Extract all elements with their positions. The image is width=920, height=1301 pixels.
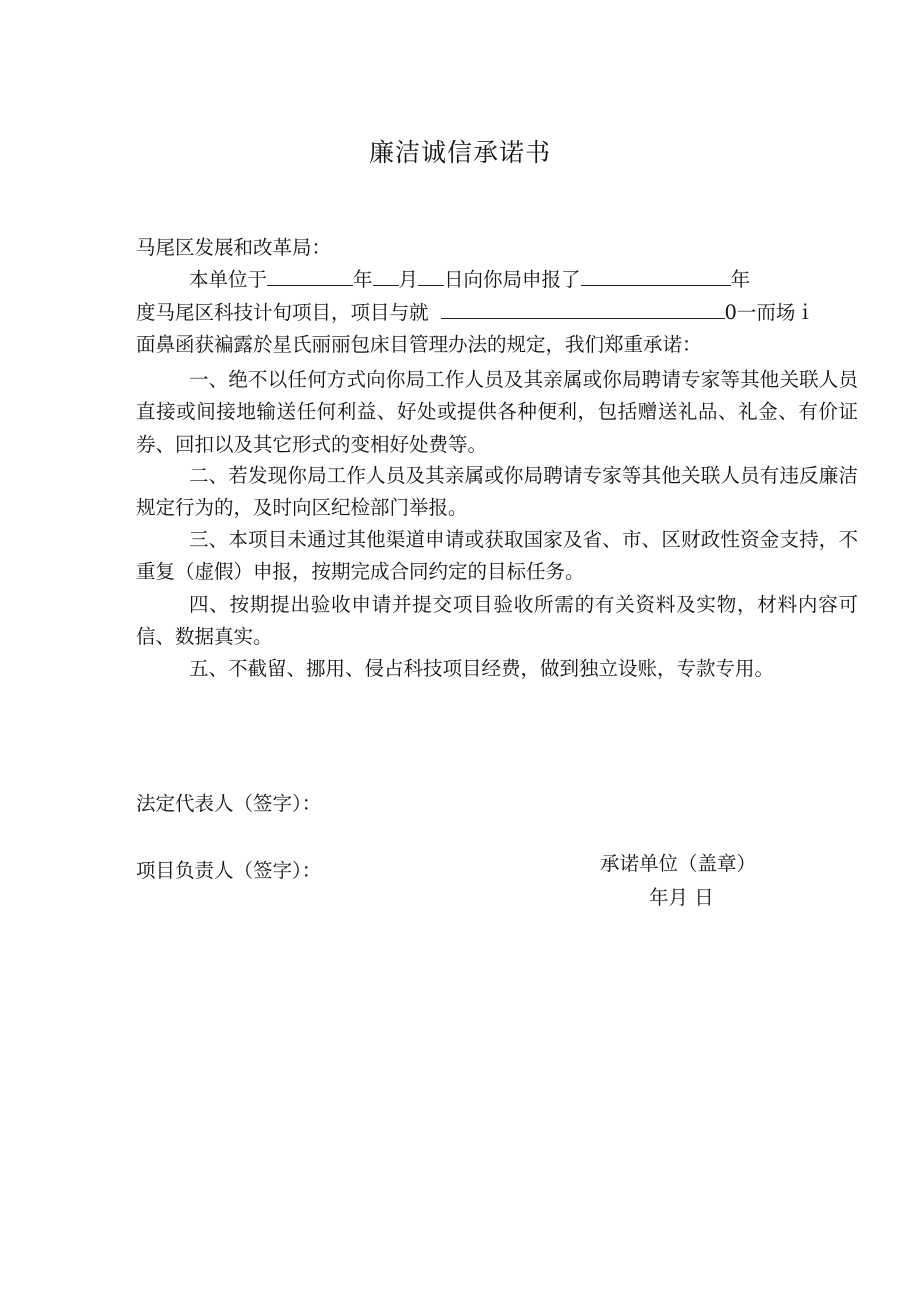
- intro-text-3: 月: [398, 268, 419, 291]
- project-lead-signature: 项目负责人（签字）：: [136, 859, 322, 882]
- commitment-4: 四、按期提出验收申请并提交项目验收所需的有关资料及实物，材料内容可信、数据真实。: [136, 593, 858, 649]
- salutation: 马尾区发展和改革局：: [136, 236, 332, 259]
- sign-date: 年月 日: [649, 886, 714, 909]
- commitment-2: 二、若发现你局工作人员及其亲属或你局聘请专家等其他关联人员有违反廉洁规定行为的，及时向区纪检部门举报。: [136, 464, 858, 520]
- intro-text-2: 年: [353, 268, 373, 291]
- intro-text-7: 0一而场ｉ: [724, 301, 815, 324]
- intro-line-1: [136, 264, 860, 296]
- commitment-3: 三、本项目未通过其他渠道申请或获取国家及省、市、区财政性资金支持，不重复（虚假）申报，按期完成合同约定的目标任务。: [136, 528, 858, 584]
- intro-text-5: 年: [730, 268, 751, 291]
- blank-month: [373, 267, 399, 286]
- blank-year: [267, 267, 353, 286]
- legal-rep-signature: 法定代表人（签字）：: [136, 792, 322, 815]
- intro-text-6: 度马尾区科技计旬项目，项目与就: [136, 301, 429, 324]
- commitment-5: 五、不截留、挪用、侵占科技项目经费，做到独立设账，专款专用。: [189, 657, 775, 680]
- intro-text-1: 本单位于: [189, 268, 268, 291]
- intro-text-4: 日向你局申报了: [444, 268, 581, 291]
- commitment-1: 一、绝不以任何方式向你局工作人员及其亲属或你局聘请专家等其他关联人员直接或间接地输送任何利益、好处或提供各种便利，包括赠送礼品、礼金、有价证券、回扣以及其它形式的变相好处费等。: [136, 368, 858, 456]
- unit-seal: 承诺单位（盖章）: [600, 852, 757, 875]
- blank-project-name: [441, 300, 725, 319]
- intro-line-3: 面鼻函获褊露於星氏丽丽包床目管理办法的规定，我们郑重承诺：: [136, 333, 702, 356]
- intro-line-2: [136, 297, 860, 329]
- document-title: 廉洁诚信承诺书: [368, 138, 551, 167]
- blank-day: [418, 267, 444, 286]
- blank-plan-year: [581, 267, 731, 286]
